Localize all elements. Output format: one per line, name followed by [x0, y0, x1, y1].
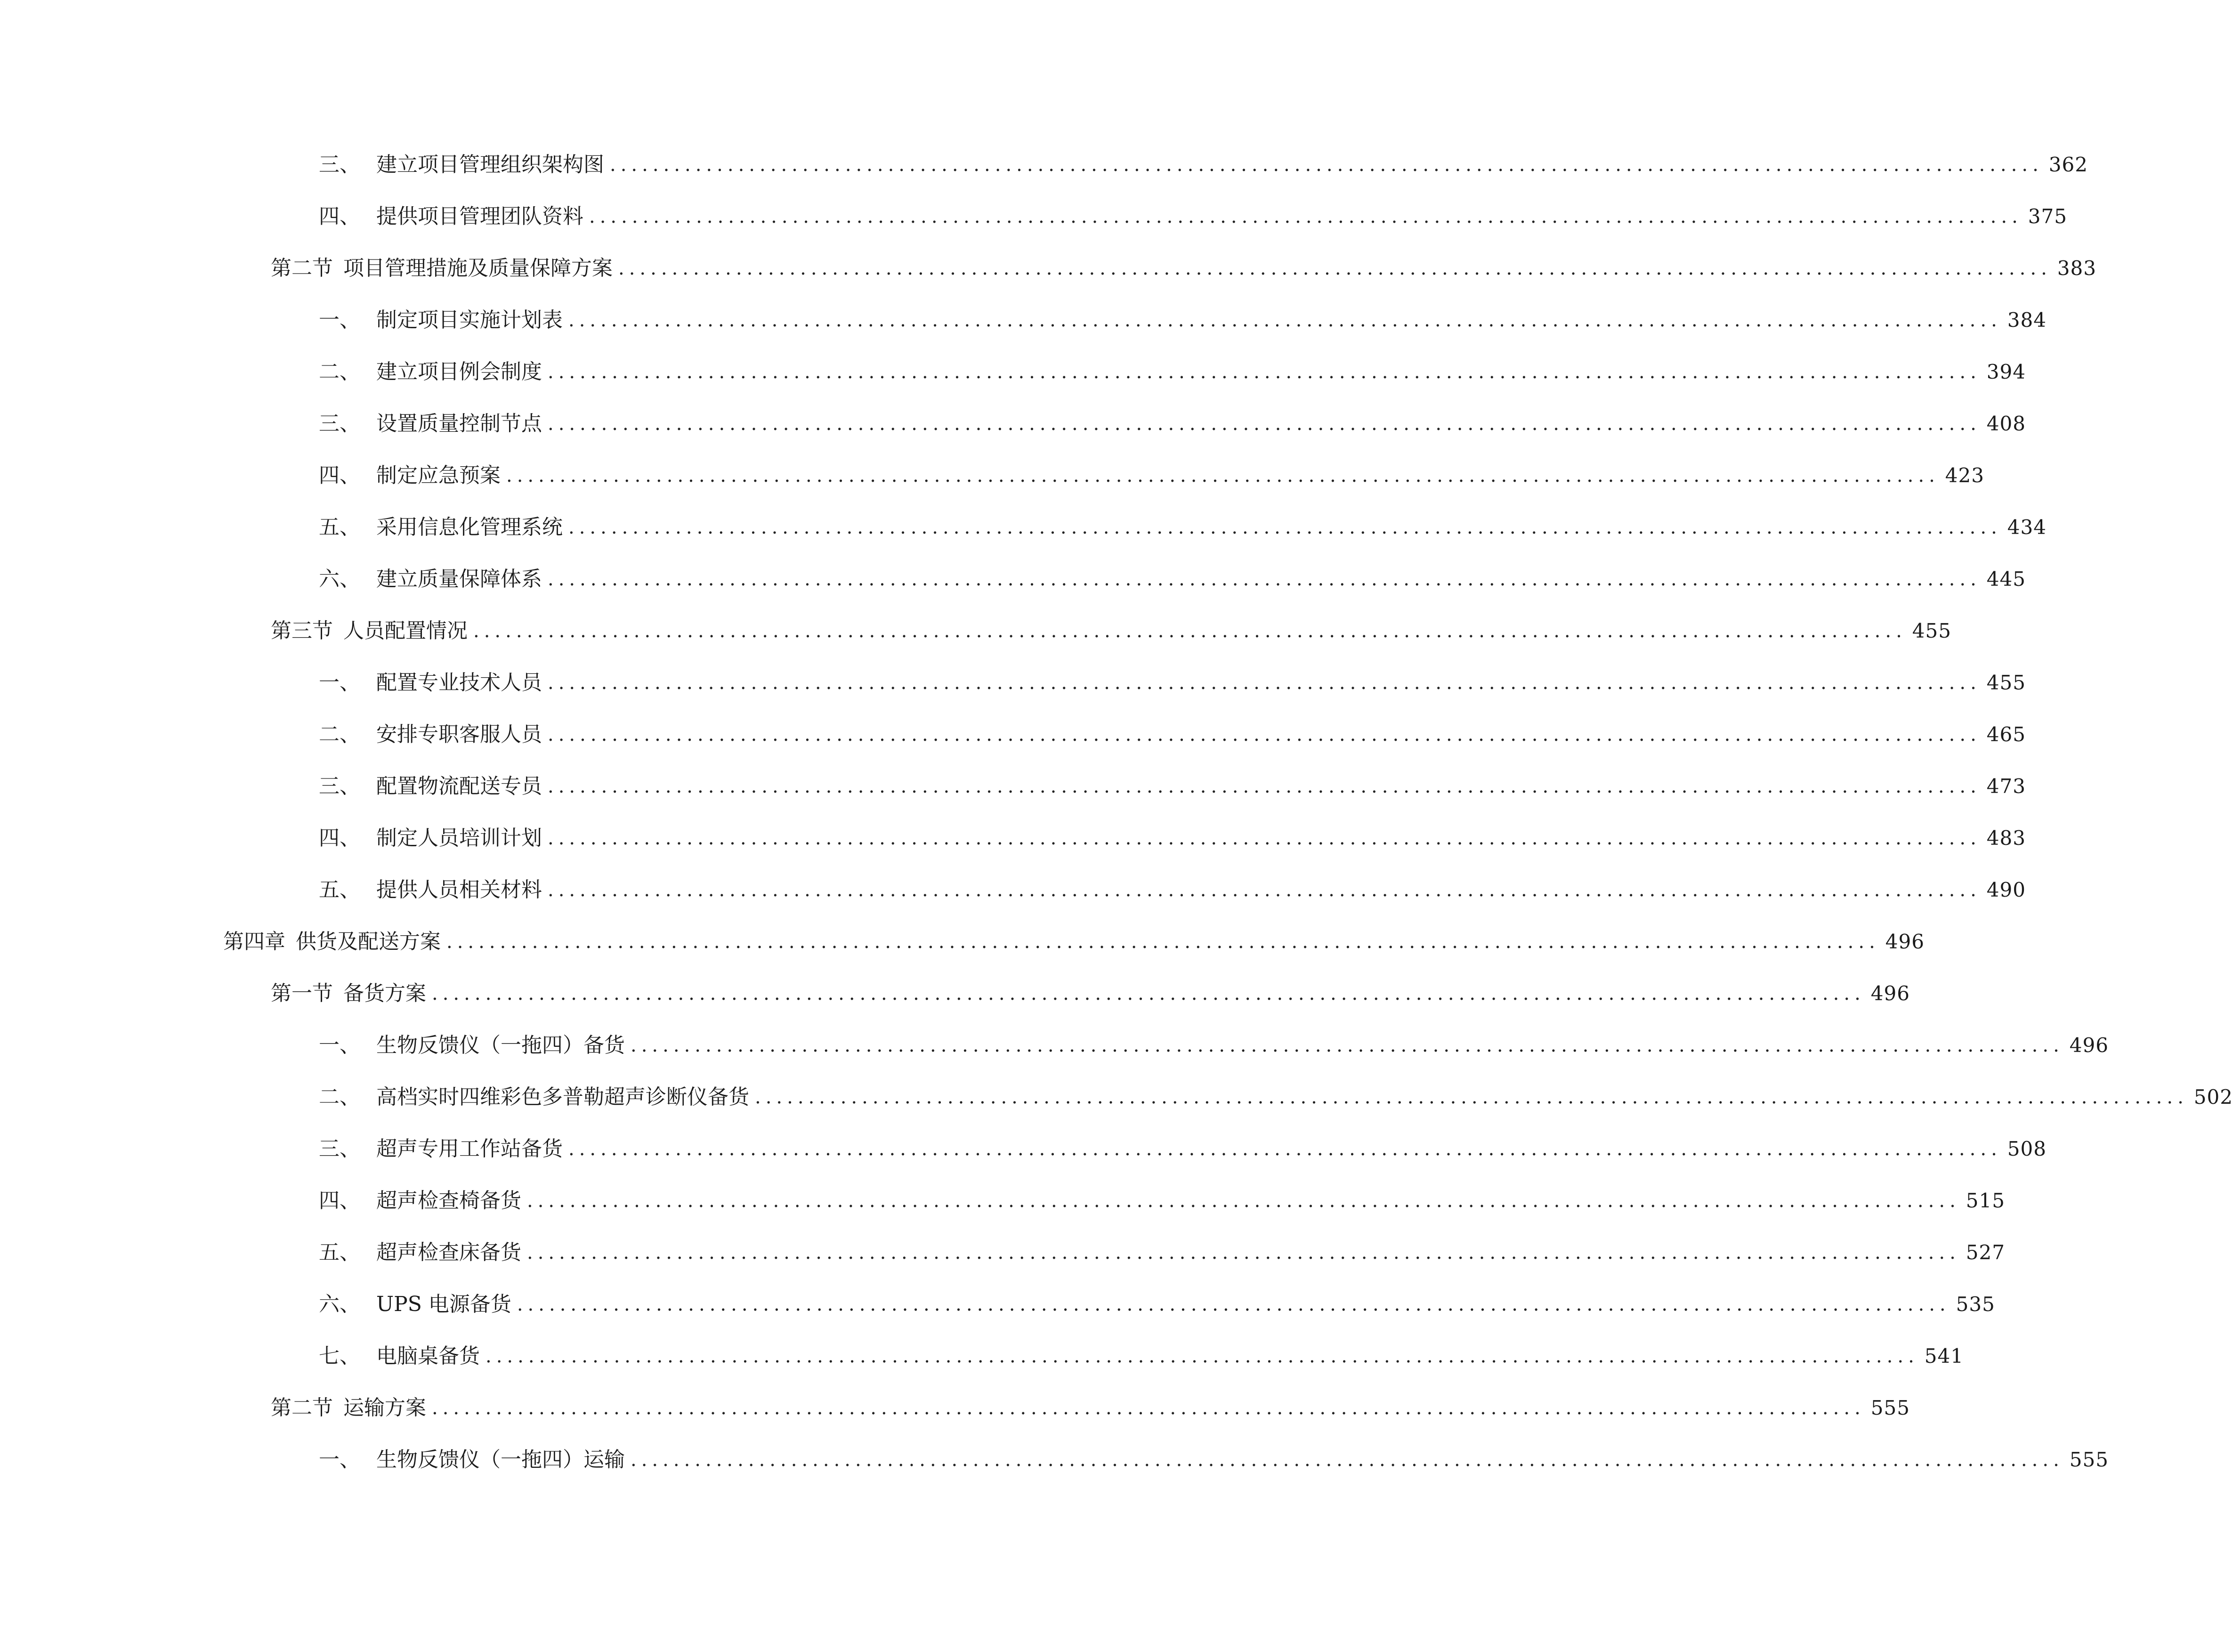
toc-entry[interactable]: [319, 558, 2026, 600]
toc-dot-leader: ......................................................................................................................................: [517, 1294, 1950, 1315]
toc-entry[interactable]: [319, 662, 2026, 704]
toc-page-number: 490: [1986, 878, 2026, 901]
toc-entry-title: 提供项目管理团队资料: [376, 204, 583, 228]
toc-dot-leader: ......................................................................................................................................: [631, 1449, 2064, 1471]
toc-dot-leader: ......................................................................................................................................: [432, 1397, 1865, 1419]
toc-dot-leader: ......................................................................................................................................: [631, 1035, 2064, 1056]
toc-entry[interactable]: [319, 1231, 2005, 1274]
toc-entry[interactable]: [319, 1076, 2233, 1118]
toc-entry-title: 配置物流配送专员: [376, 774, 542, 798]
toc-entry-number: 第二节: [271, 256, 333, 280]
toc-entry[interactable]: [319, 817, 2026, 859]
toc-dot-leader: ......................................................................................................................................: [485, 1345, 1919, 1367]
toc-dot-leader: ......................................................................................................................................: [446, 931, 1880, 953]
toc-page-number: 502: [2193, 1085, 2233, 1109]
toc-page-number: 515: [1966, 1189, 2005, 1212]
toc-entry[interactable]: [319, 403, 2026, 445]
toc-entry[interactable]: [319, 351, 2026, 393]
toc-page-number: 527: [1966, 1241, 2005, 1264]
toc-entry-number: 三、: [319, 412, 360, 436]
toc-page-number: 508: [2007, 1137, 2047, 1160]
toc-page-number: 445: [1986, 567, 2026, 591]
toc-dot-leader: ......................................................................................................................................: [618, 258, 2052, 279]
toc-entry[interactable]: [319, 454, 1984, 497]
toc-page-number: 496: [1885, 930, 1925, 953]
toc-entry[interactable]: [271, 247, 2096, 290]
toc-entry[interactable]: [319, 1283, 1995, 1326]
toc-entry[interactable]: [319, 195, 2067, 238]
toc-page-number: 408: [1986, 412, 2026, 435]
toc-page-number: 455: [1986, 671, 2026, 694]
toc-entry-number: 第三节: [271, 619, 333, 643]
toc-entry-number: 五、: [319, 878, 360, 902]
toc-entry[interactable]: [319, 1024, 2109, 1067]
toc-entry-number: 四、: [319, 463, 360, 487]
toc-entry-title: 项目管理措施及质量保障方案: [343, 256, 613, 280]
toc-dot-leader: ......................................................................................................................................: [589, 206, 2023, 227]
toc-entry-number: 第四章: [223, 930, 285, 954]
toc-entry-title: 高档实时四维彩色多普勒超声诊断仪备货: [376, 1085, 749, 1109]
toc-entry[interactable]: [319, 869, 2026, 911]
toc-entry-number: 六、: [319, 567, 360, 591]
toc-entry-number: 四、: [319, 826, 360, 850]
toc-dot-leader: ......................................................................................................................................: [548, 827, 1981, 849]
toc-entry-number: 二、: [319, 722, 360, 746]
toc-entry-title: 制定应急预案: [376, 463, 501, 487]
toc-entry-title: 建立项目管理组织架构图: [376, 153, 604, 177]
toc-entry[interactable]: [223, 921, 1925, 963]
toc-entry-number: 第二节: [271, 1396, 333, 1420]
toc-entry-number: 二、: [319, 360, 360, 384]
toc-dot-leader: ......................................................................................................................................: [548, 413, 1981, 435]
toc-entry-number: 三、: [319, 1137, 360, 1161]
toc-dot-leader: ......................................................................................................................................: [548, 361, 1981, 383]
toc-entry-title: 提供人员相关材料: [376, 878, 542, 902]
toc-entry-title: 生物反馈仪（一拖四）运输: [376, 1448, 625, 1472]
toc-page-number: 541: [1924, 1344, 1964, 1368]
toc-dot-leader: ......................................................................................................................................: [548, 672, 1981, 694]
toc-dot-leader: ......................................................................................................................................: [527, 1190, 1960, 1212]
toc-dot-leader: ......................................................................................................................................: [568, 309, 2002, 331]
toc-entry-title: 电脑桌备货: [376, 1344, 480, 1368]
toc-entry-number: 三、: [319, 153, 360, 177]
toc-page-number: 555: [2069, 1448, 2109, 1471]
toc-entry[interactable]: [319, 1128, 2047, 1170]
toc-entry-number: 七、: [319, 1344, 360, 1368]
toc-page-number: 555: [1870, 1396, 1910, 1419]
toc-entry-title: 备货方案: [343, 981, 426, 1005]
toc-entry[interactable]: [319, 1439, 2109, 1481]
toc-entry-number: 一、: [319, 1033, 360, 1057]
toc-entry-title: 设置质量控制节点: [376, 412, 542, 436]
toc-dot-leader: ......................................................................................................................................: [568, 517, 2002, 538]
toc-entry-title: 制定项目实施计划表: [376, 308, 563, 332]
toc-page-number: 483: [1986, 826, 2026, 850]
toc-dot-leader: ......................................................................................................................................: [432, 983, 1865, 1004]
toc-entry[interactable]: [319, 506, 2047, 549]
toc-entry-title: 建立项目例会制度: [376, 360, 542, 384]
toc-entry[interactable]: [319, 299, 2047, 341]
toc-dot-leader: ......................................................................................................................................: [548, 776, 1981, 797]
toc-page-number: 384: [2007, 308, 2047, 332]
toc-entry-title: 人员配置情况: [343, 619, 468, 643]
toc-entry[interactable]: [319, 1180, 2005, 1222]
toc-entry-title: 配置专业技术人员: [376, 671, 542, 695]
toc-entry[interactable]: [319, 144, 2088, 186]
toc-dot-leader: ......................................................................................................................................: [548, 879, 1981, 901]
toc-dot-leader: ......................................................................................................................................: [755, 1086, 2188, 1108]
toc-dot-leader: ......................................................................................................................................: [506, 465, 1940, 486]
toc-entry-title: 超声检查床备货: [376, 1240, 521, 1264]
toc-dot-leader: ......................................................................................................................................: [548, 568, 1981, 590]
toc-entry-title: 建立质量保障体系: [376, 567, 542, 591]
toc-page-number: 535: [1956, 1293, 1995, 1316]
toc-entry-title: 安排专职客服人员: [376, 722, 542, 746]
toc-page-number: 394: [1986, 360, 2026, 383]
toc-entry-title: 超声检查椅备货: [376, 1189, 521, 1213]
toc-dot-leader: ......................................................................................................................................: [548, 724, 1981, 745]
toc-entry-number: 六、: [319, 1292, 360, 1316]
toc-entry-number: 一、: [319, 1448, 360, 1472]
toc-page-number: 383: [2057, 257, 2096, 280]
toc-dot-leader: ......................................................................................................................................: [610, 154, 2043, 176]
toc-entry-title: 采用信息化管理系统: [376, 515, 563, 539]
toc-page-number: 455: [1912, 619, 1951, 642]
toc-entry-number: 二、: [319, 1085, 360, 1109]
toc-page-number: 375: [2028, 205, 2067, 228]
toc-entry-number: 第一节: [271, 981, 333, 1005]
toc-entry[interactable]: [319, 1335, 1964, 1377]
toc-page-number: 473: [1986, 775, 2026, 798]
toc-entry-number: 一、: [319, 308, 360, 332]
toc-page-number: 496: [2069, 1034, 2109, 1057]
toc-dot-leader: ......................................................................................................................................: [473, 620, 1907, 642]
toc-entry-title: 超声专用工作站备货: [376, 1137, 563, 1161]
toc-entry-number: 三、: [319, 774, 360, 798]
toc-entry[interactable]: [319, 765, 2026, 808]
toc-page-number: 423: [1945, 464, 1984, 487]
toc-entry[interactable]: [271, 610, 1951, 652]
toc-page-number: 434: [2007, 516, 2047, 539]
toc-page-number: 496: [1870, 982, 1910, 1005]
toc-entry-number: 四、: [319, 1189, 360, 1213]
toc-entry-number: 一、: [319, 671, 360, 695]
toc-entry-title: 制定人员培训计划: [376, 826, 542, 850]
toc-dot-leader: ......................................................................................................................................: [568, 1138, 2002, 1160]
toc-entry-title: UPS 电源备货: [376, 1292, 511, 1316]
toc-entry[interactable]: [319, 713, 2026, 756]
toc-entry-title: 供货及配送方案: [296, 930, 441, 954]
toc-dot-leader: ......................................................................................................................................: [527, 1242, 1960, 1263]
toc-entry-number: 四、: [319, 204, 360, 228]
toc-entry-number: 五、: [319, 1240, 360, 1264]
toc-entry[interactable]: [271, 972, 1910, 1015]
toc-entry-number: 五、: [319, 515, 360, 539]
toc-entry[interactable]: [271, 1387, 1910, 1429]
toc-entry-title: 生物反馈仪（一拖四）备货: [376, 1033, 625, 1057]
toc-page-number: 465: [1986, 723, 2026, 746]
toc-entry-title: 运输方案: [343, 1396, 426, 1420]
toc-page-number: 362: [2048, 153, 2088, 176]
